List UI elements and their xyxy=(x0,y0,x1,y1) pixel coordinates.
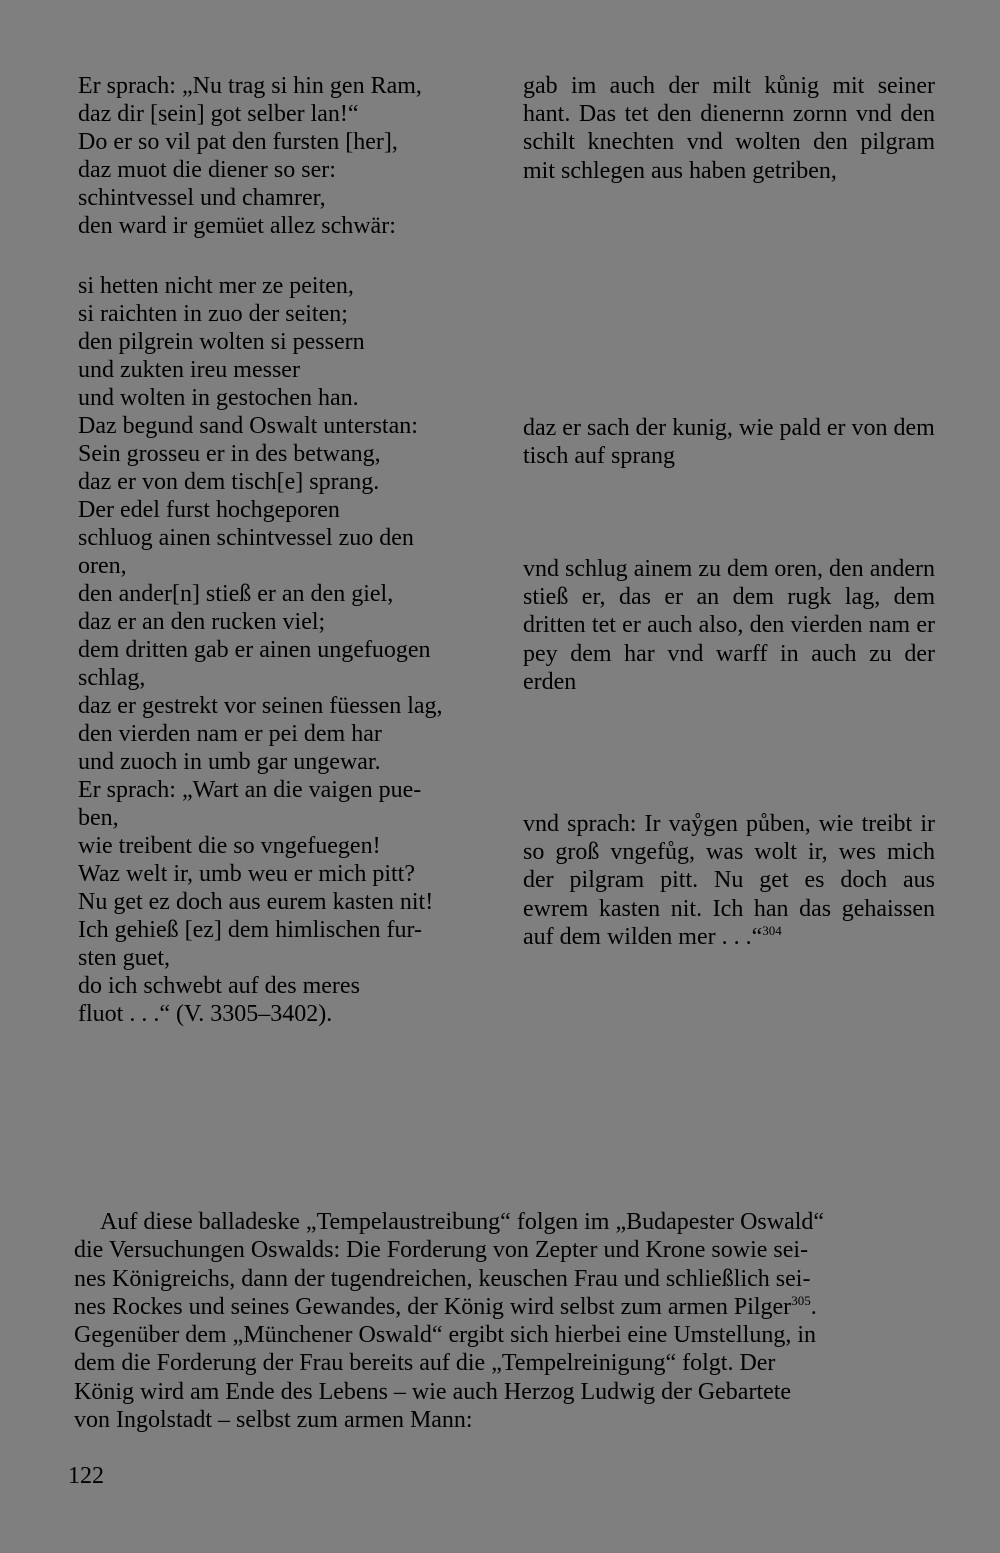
paragraph-line: Gegenüber dem „Münchener Oswald“ ergibt sich hierbei eine Umstellung, in xyxy=(74,1322,816,1349)
verse-line: si hetten nicht mer ze peiten, xyxy=(78,273,354,299)
prose-text: vnd schlug ainem zu dem oren, den andern stieß er, das er an dem rugk lag, dem dritten tet er auch also, den vierden nam er pey dem har vnd warff in auch zu der erden xyxy=(523,556,935,695)
paragraph-line: die Versuchungen Oswalds: Die Forderung von Zepter und Krone sowie sei- xyxy=(74,1237,809,1264)
verse-line: si raichten in zuo der seiten; xyxy=(78,301,348,327)
verse-line: daz er von dem tisch[e] sprang. xyxy=(78,469,380,495)
prose-text-body: vnd sprach: Ir vaẙgen půben, wie treibt ir so groß vngefůg, was wolt ir, wes mich der pilgram pitt. Nu get es doch aus ewrem kasten nit. Ich han das gehaissen auf dem wilden mer . . .“ xyxy=(523,811,935,950)
verse-line: und zukten ireu messer xyxy=(78,357,300,383)
verse-line: Ich gehieß [ez] dem himlischen fur- xyxy=(78,917,423,943)
paragraph-line: König wird am Ende des Lebens – wie auch Herzog Ludwig der Gebartete xyxy=(74,1378,792,1405)
verse-line: und wolten in gestochen han. xyxy=(78,385,359,411)
verse-line: dem dritten gab er ainen ungefuogen xyxy=(78,637,431,663)
verse-line: daz er gestrekt vor seinen füessen lag, xyxy=(78,693,443,719)
verse-line: Er sprach: „Wart an die vaigen pue- xyxy=(78,777,422,803)
right-prose-block-4 xyxy=(523,810,935,951)
verse-line: wie treibent die so vngefuegen! xyxy=(78,833,381,859)
left-verse-block-1 xyxy=(78,72,490,240)
verse-line: Do er so vil pat den fursten [her], xyxy=(78,129,398,155)
verse-line: daz dir [sein] got selber lan!“ xyxy=(78,101,359,127)
footnote-ref: 304 xyxy=(762,922,782,938)
paragraph-line: von Ingolstadt – selbst zum armen Mann: xyxy=(74,1407,473,1434)
verse-line: schlag, xyxy=(78,665,146,691)
verse-line: Waz welt ir, umb weu er mich pitt? xyxy=(78,861,415,887)
verse-line: sten guet, xyxy=(78,945,170,971)
page-number: 122 xyxy=(68,1463,104,1489)
paragraph-line-text: nes Rockes und seines Gewandes, der König wird selbst zum armen Pilger xyxy=(74,1293,792,1320)
verse-line: daz er an den rucken viel; xyxy=(78,609,326,635)
verse-line: und zuoch in umb gar ungewar. xyxy=(78,749,381,775)
footnote-ref: 305 xyxy=(791,1292,811,1308)
verse-line: oren, xyxy=(78,553,127,579)
prose-text xyxy=(523,810,935,951)
paragraph-line: nes Königreichs, dann der tugendreichen, keuschen Frau und schließlich sei- xyxy=(74,1265,811,1292)
verse-line: Sein grosseu er in des betwang, xyxy=(78,441,381,467)
verse-line: daz muot die diener so ser: xyxy=(78,157,336,183)
right-prose-block-2 xyxy=(523,414,935,470)
prose-text: gab im auch der milt kůnig mit seiner hant. Das tet den dienernn zornn vnd den schilt knechten vnd wolten den pilgram mit schlegen aus haben getriben, xyxy=(523,73,935,184)
paragraph-line: Auf diese balladeske „Tempelaustreibung“ folgen im „Budapester Oswald“ xyxy=(100,1209,825,1235)
verse-line: Nu get ez doch aus eurem kasten nit! xyxy=(78,889,434,915)
prose-text: daz er sach der kunig, wie pald er von dem tisch auf sprang xyxy=(523,415,935,470)
verse-line: fluot . . .“ (V. 3305–3402). xyxy=(78,1001,333,1027)
verse-line: Er sprach: „Nu trag si hin gen Ram, xyxy=(78,73,422,99)
body-paragraph xyxy=(74,1208,930,1434)
verse-line: ben, xyxy=(78,805,119,831)
verse-line: den ward ir gemüet allez schwär: xyxy=(78,213,396,239)
paragraph-line xyxy=(74,1293,930,1321)
verse-line: den vierden nam er pei dem har xyxy=(78,721,382,747)
verse-line: den ander[n] stieß er an den giel, xyxy=(78,581,394,607)
verse-line: Der edel furst hochgeporen xyxy=(78,497,340,523)
verse-line: den pilgrein wolten si pessern xyxy=(78,329,365,355)
right-prose-block-1 xyxy=(523,72,935,185)
verse-line: do ich schwebt auf des meres xyxy=(78,973,360,999)
left-verse-block-2 xyxy=(78,272,490,1028)
paragraph-line: dem die Forderung der Frau bereits auf die „Tempelreinigung“ folgt. Der xyxy=(74,1350,776,1377)
right-prose-block-3 xyxy=(523,555,935,696)
verse-line: schluog ainen schintvessel zuo den xyxy=(78,525,414,551)
verse-line: Daz begund sand Oswalt unterstan: xyxy=(78,413,418,439)
verse-line: schintvessel und chamrer, xyxy=(78,185,326,211)
paragraph-line-punct: . xyxy=(810,1293,817,1320)
